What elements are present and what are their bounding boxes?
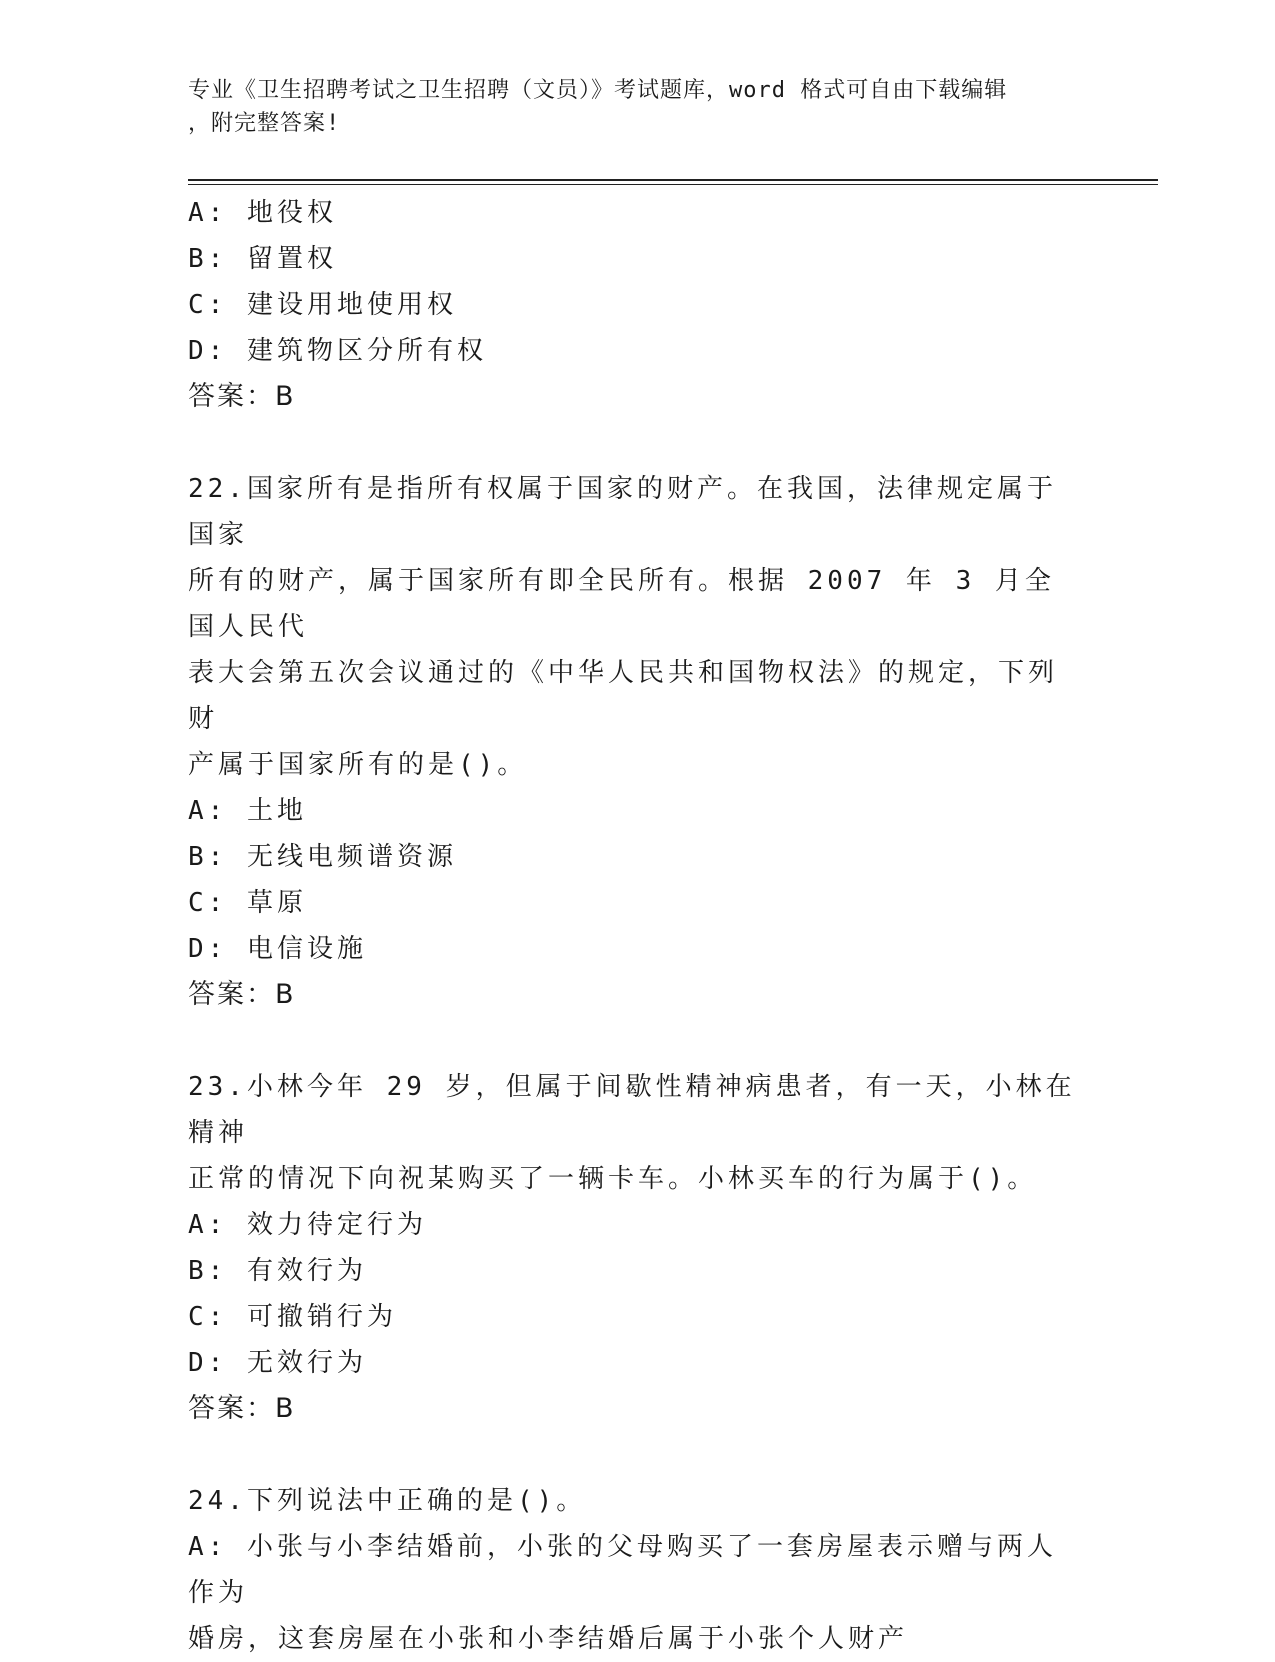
option-a: A: 地役权 (188, 198, 337, 228)
header-divider-thin (188, 184, 1158, 185)
question-stem-line: 24.下列说法中正确的是()。 (188, 1486, 587, 1516)
question-22 (188, 466, 1078, 1018)
question-24 (188, 1478, 1078, 1662)
spacer (188, 1018, 1078, 1064)
question-content (188, 190, 1078, 1662)
option-a: A: 土地 (188, 796, 307, 826)
option-d: D: 无效行为 (188, 1348, 367, 1378)
question-stem-line: 23.小林今年 29 岁，但属于间歇性精神病患者，有一天，小林在精神 (188, 1072, 1076, 1148)
option-b: B: 无线电频谱资源 (188, 842, 457, 872)
question-23 (188, 1064, 1078, 1432)
header-divider-thick (188, 179, 1158, 181)
option-b: B: 有效行为 (188, 1256, 367, 1286)
option-c: C: 草原 (188, 888, 307, 918)
option-a-line: A: 小张与小李结婚前，小张的父母购买了一套房屋表示赠与两人作为 (188, 1532, 1057, 1608)
option-b: B: 留置权 (188, 244, 337, 274)
option-c: C: 建设用地使用权 (188, 290, 457, 320)
answer: 答案：B (188, 381, 296, 412)
document-header (188, 74, 1078, 140)
question-stem-line: 所有的财产，属于国家所有即全民所有。根据 2007 年 3 月全国人民代 (188, 566, 1055, 642)
option-d: D: 建筑物区分所有权 (188, 336, 487, 366)
header-line-1: 专业《卫生招聘考试之卫生招聘（文员）》考试题库，word 格式可自由下载编辑 (188, 78, 1008, 103)
option-a-line: 婚房，这套房屋在小张和小李结婚后属于小张个人财产 (188, 1624, 909, 1654)
prev-question-options (188, 190, 1078, 420)
option-d: D: 电信设施 (188, 934, 367, 964)
option-c: C: 可撤销行为 (188, 1302, 397, 1332)
question-stem-line: 22.国家所有是指所有权属于国家的财产。在我国，法律规定属于国家 (188, 474, 1057, 550)
answer: 答案：B (188, 979, 296, 1010)
option-a: A: 效力待定行为 (188, 1210, 427, 1240)
question-stem-line: 表大会第五次会议通过的《中华人民共和国物权法》的规定，下列财 (188, 658, 1059, 734)
header-line-2: ，附完整答案! (188, 111, 341, 136)
question-stem-line: 正常的情况下向祝某购买了一辆卡车。小林买车的行为属于()。 (188, 1164, 1038, 1194)
spacer (188, 1432, 1078, 1478)
spacer (188, 420, 1078, 466)
answer: 答案：B (188, 1393, 296, 1424)
question-stem-line: 产属于国家所有的是()。 (188, 750, 528, 780)
